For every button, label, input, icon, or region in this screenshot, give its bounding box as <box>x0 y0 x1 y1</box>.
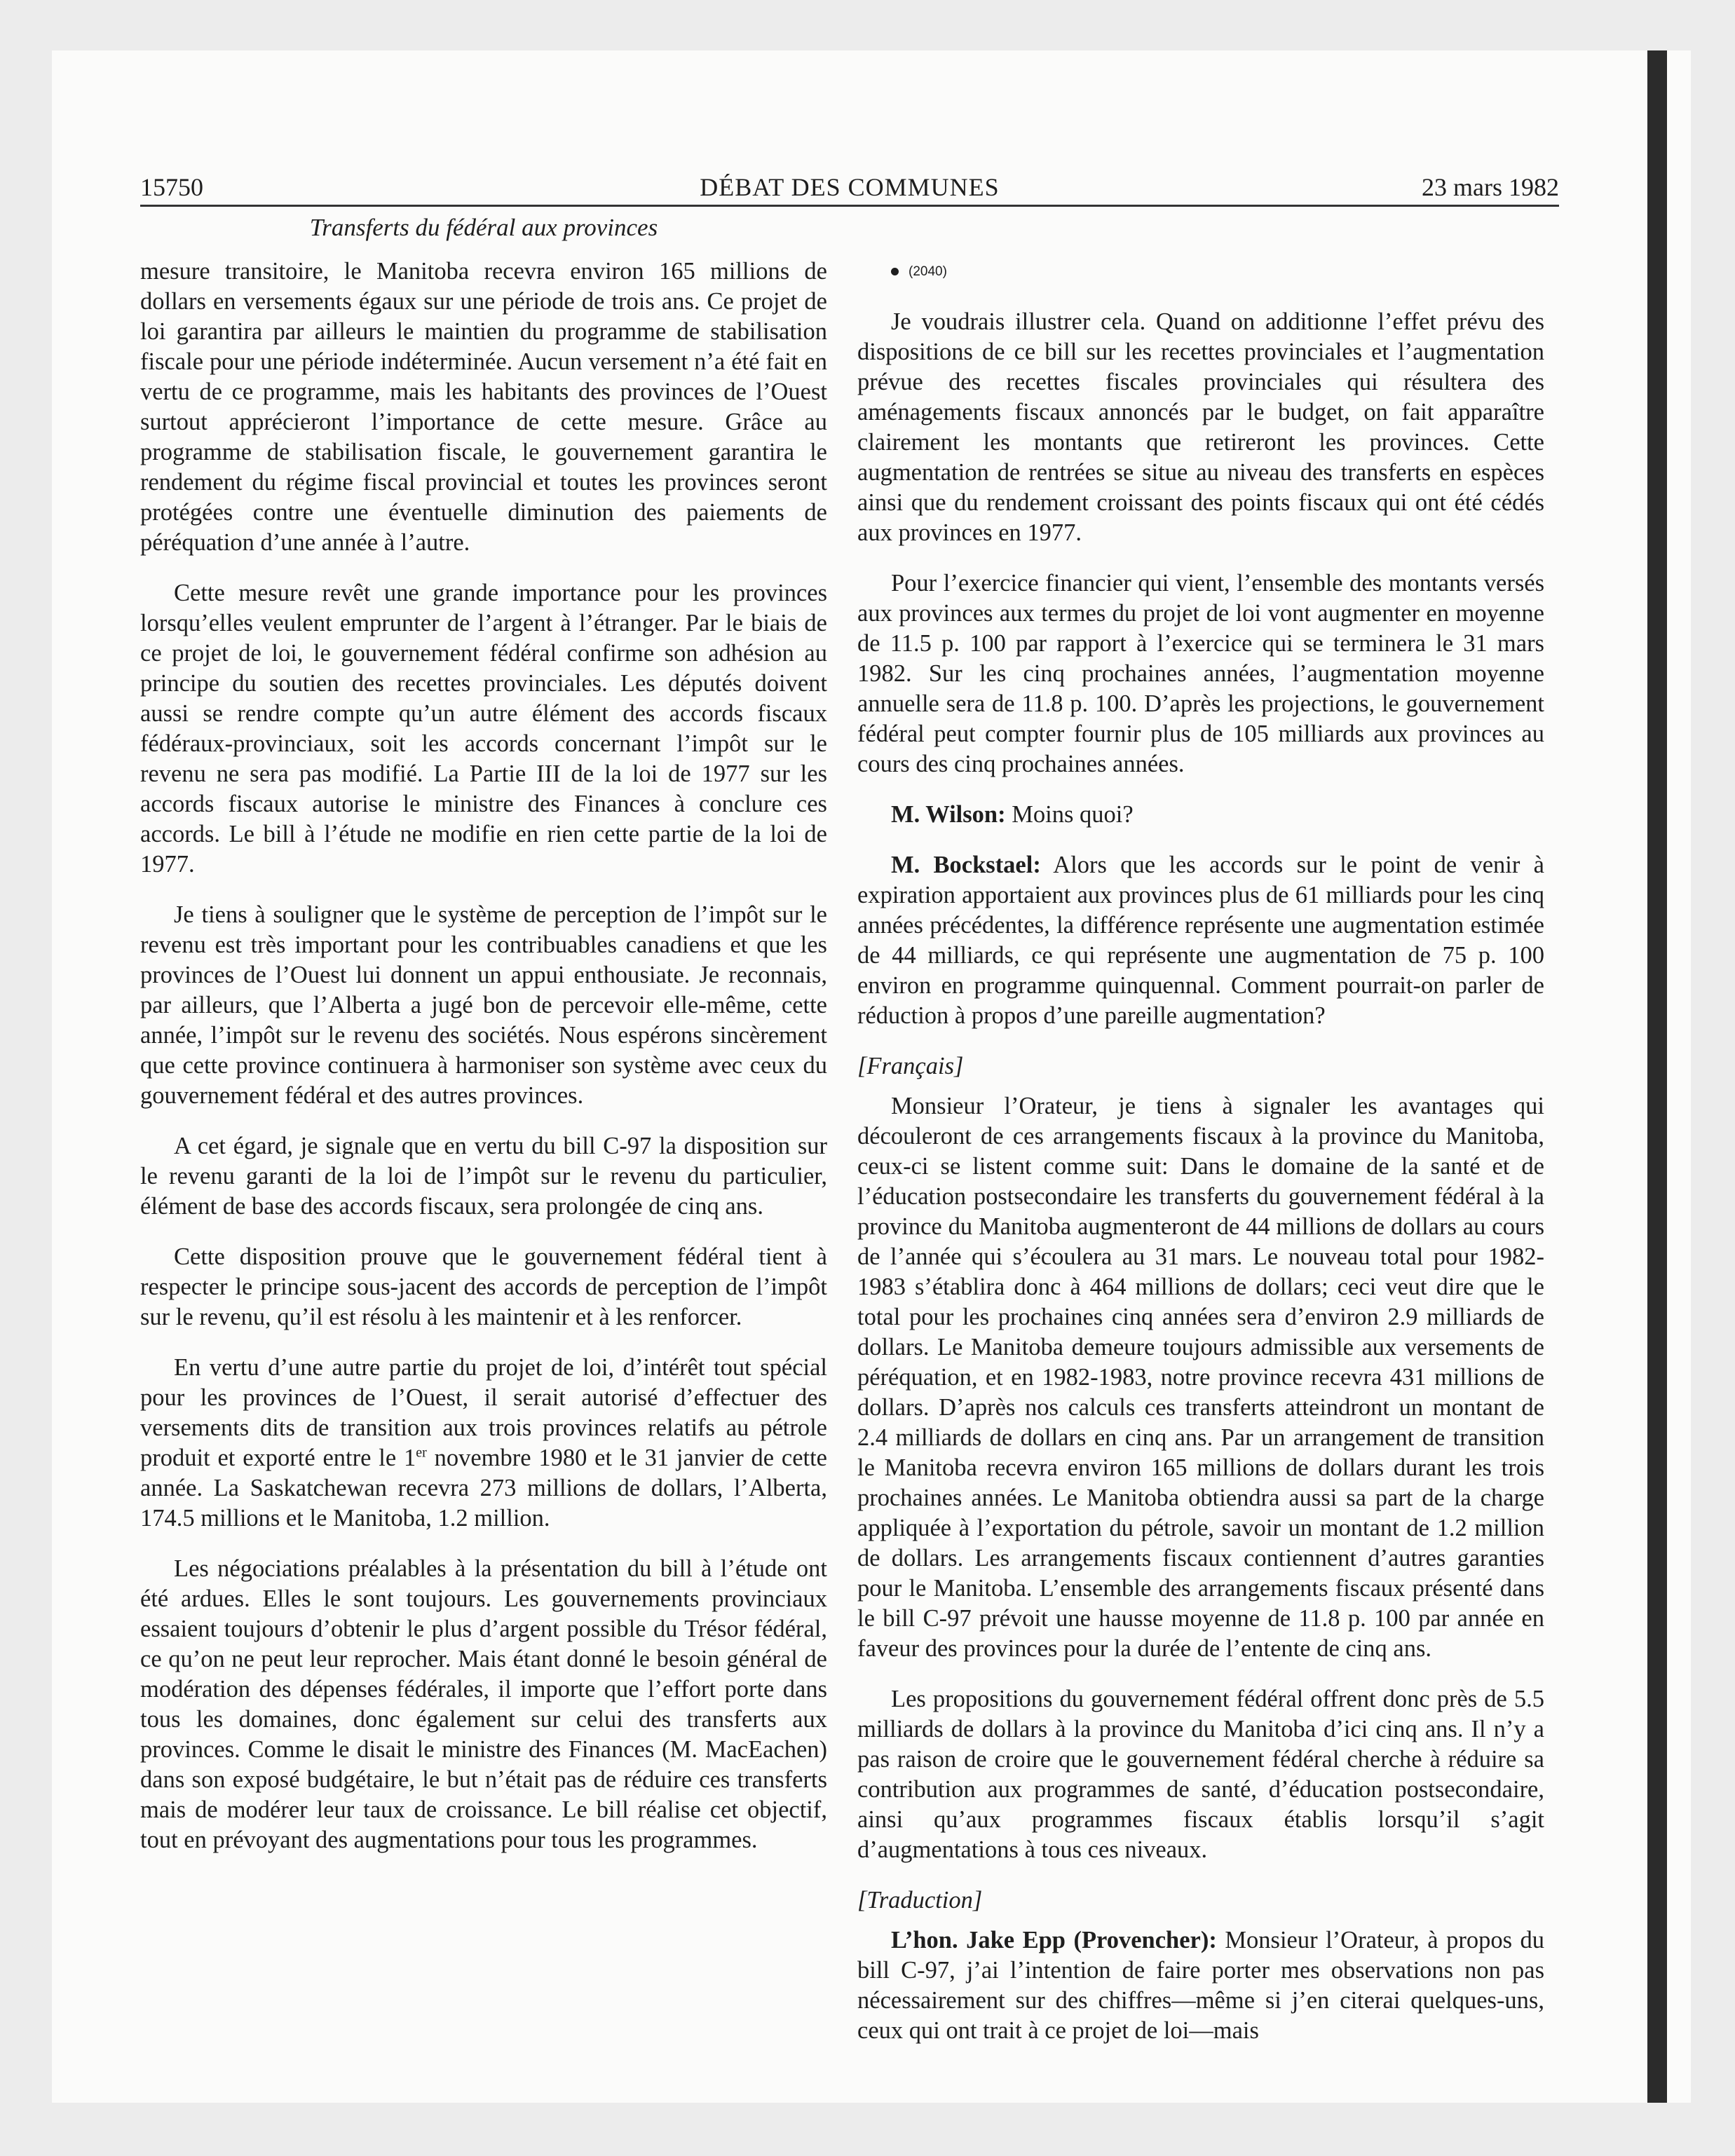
speech-paragraph <box>857 1925 1544 2046</box>
paragraph: Les propositions du gouvernement fédéral offrent donc près de 5.5 milliards de dollars à la province du Manitoba d’ici cinq ans. Il n’y a pas raison de croire que le gouvernement fédéral cherche à réduire sa contribution aux programmes de santé, d’éducation postsecondaire, ainsi qu’aux programmes fiscaux établis lorsqu’il s’agit d’augmentations à tous ces niveaux. <box>857 1686 1544 1863</box>
scan-edge <box>1647 50 1667 2103</box>
speech-text: Alors que les accords sur le point de venir à expiration apportaient aux provinces plus de 61 milliards pour les cinq années précédentes, la différence représente une augmentation estimée de 44 milliards, ce qui représente une augmentation de 75 p. 100 environ en programme quinquennal. Comment pourrait-on parler de réduction à propos d’une pareille augmentation? <box>857 852 1544 1029</box>
paragraph-text: En vertu d’une autre partie du projet de loi, d’intérêt tout spécial pour les provinces de l’Ouest, il serait autorisé d’effectuer des versements dits de transition aux trois provinces relatifs au pétrole produit et exporté entre le 1 <box>140 1354 827 1471</box>
paragraph: mesure transitoire, le Manitoba recevra environ 165 millions de dollars en versements égaux sur une période de trois ans. Ce projet de loi garantira par ailleurs le maintien du programme de stabilisation fiscale pour une période indéterminée. Aucun versement n’a été fait en vertu de ce programme, mais les habitants des provinces de l’Ouest surtout apprécieront l’importance de cette mesure. Grâce au programme de stabilisation fiscale, le gouvernement garantira le rendement du régime fiscal provincial et toutes les provinces seront protégées contre une éventuelle diminution des paiements de péréquation d’une année à l’autre. <box>140 258 827 556</box>
speech-paragraph <box>857 850 1544 1031</box>
paragraph: A cet égard, je signale que en vertu du bill C-97 la disposition sur le revenu garanti de la loi de l’impôt sur le revenu du particulier, élément de base des accords fiscaux, sera prolongée de cinq ans. <box>140 1133 827 1220</box>
paragraph: Pour l’exercice financier qui vient, l’ensemble des montants versés aux provinces aux termes du projet de loi vont augmenter en moyenne de 11.5 p. 100 par rapport à l’exercice qui se terminera le 31 mars 1982. Sur les cinq prochaines années, l’augmentation moyenne annuelle sera de 11.8 p. 100. D’après les projections, le gouvernement fédéral peut compter fournir plus de 105 milliards aux provinces au cours des cinq prochaines années. <box>857 570 1544 777</box>
superscript: er <box>416 1445 427 1461</box>
bullet-icon <box>891 268 899 275</box>
speaker-name: L’hon. Jake Epp (Provencher): <box>891 1927 1217 1953</box>
paragraph: Monsieur l’Orateur, je tiens à signaler les avantages qui découleront de ces arrangements fiscaux à la province du Manitoba, ceux-ci se listent comme suit: Dans le domaine de la santé et de l’éducation postsecondaire les transferts du gouvernement fédéral à la province du Manitoba augmenteront de 44 millions de dollars au cours de l’année qui s’écoulera au 31 mars. Le nouveau total pour 1982-1983 s’établira donc à 464 millions de dollars; ceci veut dire que le total pour les prochaines cinq années sera d’environ 2.9 milliards de dollars. Le Manitoba demeure toujours admissible aux versements de péréquation, et en 1982-1983, notre province recevra 431 millions de dollars. D’après nos calculs ces transferts atteindront un montant de 2.4 milliards de dollars en cinq ans. Par un arrangement de transition le Manitoba recevra environ 165 millions de dollars durant les trois prochaines années. Le Manitoba obtiendra aussi sa part de la charge appliquée à l’exportation du pétrole, savoir un montant de 1.2 million de dollars. Les arrangements fiscaux contiennent d’autres garanties pour le Manitoba. L’ensemble des arrangements fiscaux présenté dans le bill C-97 prévoit une hausse moyenne de 11.8 p. 100 par année en faveur des provinces pour la durée de l’entente de cinq ans. <box>857 1093 1544 1662</box>
paragraph: Cette disposition prouve que le gouvernement fédéral tient à respecter le principe sous-jacent des accords de perception de l’impôt sur le revenu, qu’il est résolu à les maintenir et à les renforcer. <box>140 1243 827 1330</box>
speaker-name: M. Bockstael: <box>891 852 1041 878</box>
running-title: DÉBAT DES COMMUNES <box>700 173 1000 201</box>
paragraph: Je voudrais illustrer cela. Quand on additionne l’effet prévu des dispositions de ce bill sur les recettes provinciales et l’augmentation prévue des recettes fiscales provinciales qui résultera des aménagements fiscaux annoncés par le budget, on fait apparaître clairement les montants que retireront les provinces. Cette augmentation de rentrées se situe au niveau des transferts en espèces ainsi que du rendement croissant des points fiscaux qui ont été cédés aux provinces en 1977. <box>857 308 1544 546</box>
paragraph: Cette mesure revêt une grande importance pour les provinces lorsqu’elles veulent emprunter de l’argent à l’étranger. Par le biais de ce projet de loi, le gouvernement fédéral confirme son adhésion au principe du soutien des recettes provinciales. Les députés doivent aussi se rendre compte qu’un autre élément des accords fiscaux fédéraux-provinciaux, soit les accords concernant l’impôt sur le revenu ne sera pas modifié. La Partie III de la loi de 1977 sur les accords fiscaux autorise le ministre des Finances à conclure ces accords. Le bill à l’étude ne modifie en rien cette partie de la loi de 1977. <box>140 580 827 878</box>
page-header <box>140 170 1559 207</box>
left-column <box>140 257 827 1876</box>
header-date: 23 mars 1982 <box>1422 173 1559 201</box>
speech-paragraph <box>857 800 1544 830</box>
paragraph: Les négociations préalables à la présentation du bill à l’étude ont été ardues. Elles le sont toujours. Les gouvernements provinciaux essaient toujours d’obtenir le plus d’argent possible du Trésor fédéral, ce qu’on ne peut leur reprocher. Mais étant donné le besoin général de modération des dépenses fédérales, il importe que l’effort porte dans tous les domaines, donc également sur celui des transferts aux provinces. Comme le disait le ministre des Finances (M. MacEachen) dans son exposé budgétaire, le but n’était pas de réduire ces transferts mais de modérer leur taux de croissance. Le bill réalise cet objectif, tout en prévoyant des augmentations pour tous les programmes. <box>140 1555 827 1853</box>
page-number: 15750 <box>140 173 203 201</box>
language-marker: [Traduction] <box>857 1887 983 1913</box>
speech-text: Moins quoi? <box>1005 801 1134 828</box>
speaker-name: M. Wilson: <box>891 801 1006 828</box>
speech-text: Monsieur l’Orateur, à propos du bill C-97, j’ai l’intention de faire porter mes observations non pas nécessairement sur des chiffres—même si j’en citerai quelques-uns, ceux qui ont trait à ce projet de loi—mais <box>857 1927 1545 2044</box>
paragraph-text: novembre 1980 et le 31 janvier de cette année. La Saskatchewan recevra 273 millions de dollars, l’Alberta, 174.5 millions et le Manitoba, 1.2 million. <box>140 1445 827 1531</box>
right-column <box>857 257 1544 2066</box>
section-subheading: Transferts du fédéral aux provinces <box>309 214 658 241</box>
paragraph: Je tiens à souligner que le système de perception de l’impôt sur le revenu est très important pour les contribuables canadiens et que les provinces de l’Ouest lui donnent un appui enthousiate. Je reconnais, par ailleurs, que l’Alberta a jugé bon de percevoir elle-même, cette année, l’impôt sur le revenu des sociétés. Nous espérons sincèrement que cette province continuera à harmoniser son système avec ceux du gouvernement fédéral et des autres provinces. <box>140 901 827 1109</box>
time-marker-text: (2040) <box>909 264 947 279</box>
language-marker: [Français] <box>857 1053 964 1079</box>
paragraph <box>140 1353 827 1534</box>
time-marker <box>857 257 1544 287</box>
